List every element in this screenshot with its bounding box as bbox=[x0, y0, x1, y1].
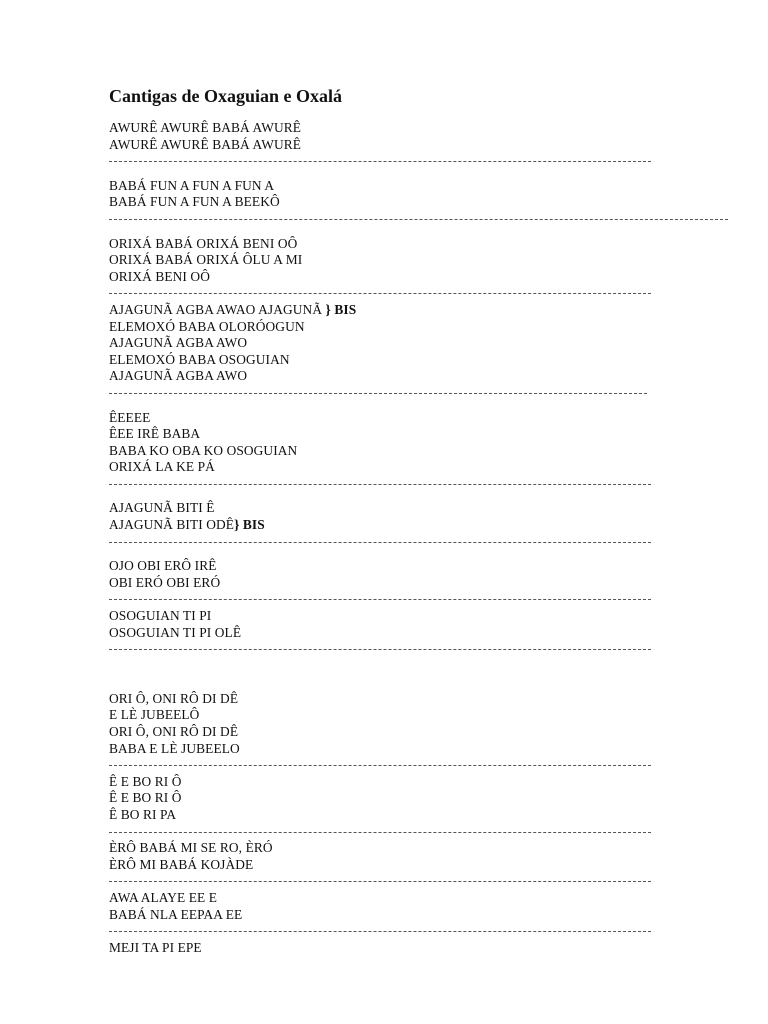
lyric-line: ÊEE IRÊ BABA bbox=[109, 426, 201, 442]
lyric-line: OBI ERÓ OBI ERÓ bbox=[109, 574, 221, 590]
dashed-separator bbox=[109, 591, 749, 608]
dashed-separator bbox=[109, 824, 749, 841]
lyric-line: BABÁ FUN A FUN A FUN A bbox=[109, 177, 275, 193]
lyric-line: AWA ALAYE EE E bbox=[109, 889, 218, 905]
lyric-line: AJAGUNÃ AGBA AWO bbox=[109, 335, 248, 351]
lyric-line: ORIXÁ LA KE PÁ bbox=[109, 459, 215, 475]
dashed-separator bbox=[109, 641, 749, 658]
lyric-line: Ê BO RI PA bbox=[109, 806, 177, 822]
lyric-text: AJAGUNÃ BITI ODÊ bbox=[109, 517, 235, 533]
lyric-line: ORI Ô, ONI RÔ DI DÊ bbox=[109, 724, 239, 739]
lyric-line: OSOGUIAN TI PI bbox=[109, 608, 212, 624]
bis-marker: } BIS bbox=[234, 517, 265, 533]
lyric-line: AJAGUNÃ BITI Ê bbox=[109, 500, 215, 516]
dashed-separator bbox=[109, 534, 749, 551]
dashed-separator bbox=[109, 476, 749, 493]
dashed-separator bbox=[109, 385, 749, 402]
lyric-line: ORIXÁ BABÁ ORIXÁ ÔLU A MI bbox=[109, 252, 303, 268]
lyric-line bbox=[109, 302, 749, 319]
lyric-text: AJAGUNÃ AGBA AWAO AJAGUNÃ bbox=[109, 301, 323, 317]
lyric-line: ELEMOXÓ BABA OLORÓOGUN bbox=[109, 318, 305, 334]
bis-marker: } BIS bbox=[325, 301, 357, 317]
lyric-line: Ê E BO RI Ô bbox=[109, 790, 182, 806]
dashed-separator bbox=[109, 153, 749, 170]
lyric-line: MEJI TA PI EPE bbox=[109, 939, 202, 955]
lyric-line bbox=[109, 517, 749, 534]
dashed-separator bbox=[109, 923, 749, 940]
lyric-line: Ê E BO RI Ô bbox=[109, 773, 182, 789]
lyric-line: ÊEEEE bbox=[109, 409, 151, 425]
lyric-line: ORIXÁ BABÁ ORIXÁ BENI OÔ bbox=[109, 235, 298, 251]
dashed-separator bbox=[109, 757, 749, 774]
lyric-line: BABA E LÈ JUBEELO bbox=[109, 740, 240, 756]
dashed-separator bbox=[109, 873, 749, 890]
lyric-line: AWURÊ AWURÊ BABÁ AWURÊ bbox=[109, 120, 302, 135]
lyric-line: ÈRÔ BABÁ MI SE RO, ÈRÓ bbox=[109, 840, 273, 856]
lyric-line: BABÁ NLA EEPAA EE bbox=[109, 906, 243, 922]
lyric-line: ÈRÔ MI BABÁ KOJÀDE bbox=[109, 856, 254, 872]
lyric-line: ELEMOXÓ BABA OSOGUIAN bbox=[109, 351, 290, 367]
lyric-line: BABÁ FUN A FUN A BEEKÔ bbox=[109, 194, 280, 210]
lyric-line: OJO OBI ERÔ IRÊ bbox=[109, 558, 217, 574]
song-list bbox=[109, 120, 749, 956]
lyric-line: OSOGUIAN TI PI OLÊ bbox=[109, 624, 242, 640]
lyric-line: ORI Ô, ONI RÔ DI DÊ bbox=[109, 690, 239, 706]
lyric-line: AJAGUNÃ AGBA AWO bbox=[109, 368, 248, 384]
dashed-separator bbox=[109, 285, 749, 302]
lyric-line: AWURÊ AWURÊ BABÁ AWURÊ bbox=[109, 136, 302, 152]
lyric-line: ORIXÁ BENI OÔ bbox=[109, 268, 210, 284]
dashed-separator bbox=[109, 211, 749, 228]
lyric-line: BABA KO OBA KO OSOGUIAN bbox=[109, 442, 298, 458]
lyric-line: E LÈ JUBEELÔ bbox=[109, 707, 200, 723]
page-title: Cantigas de Oxaguian e Oxalá bbox=[109, 86, 343, 106]
